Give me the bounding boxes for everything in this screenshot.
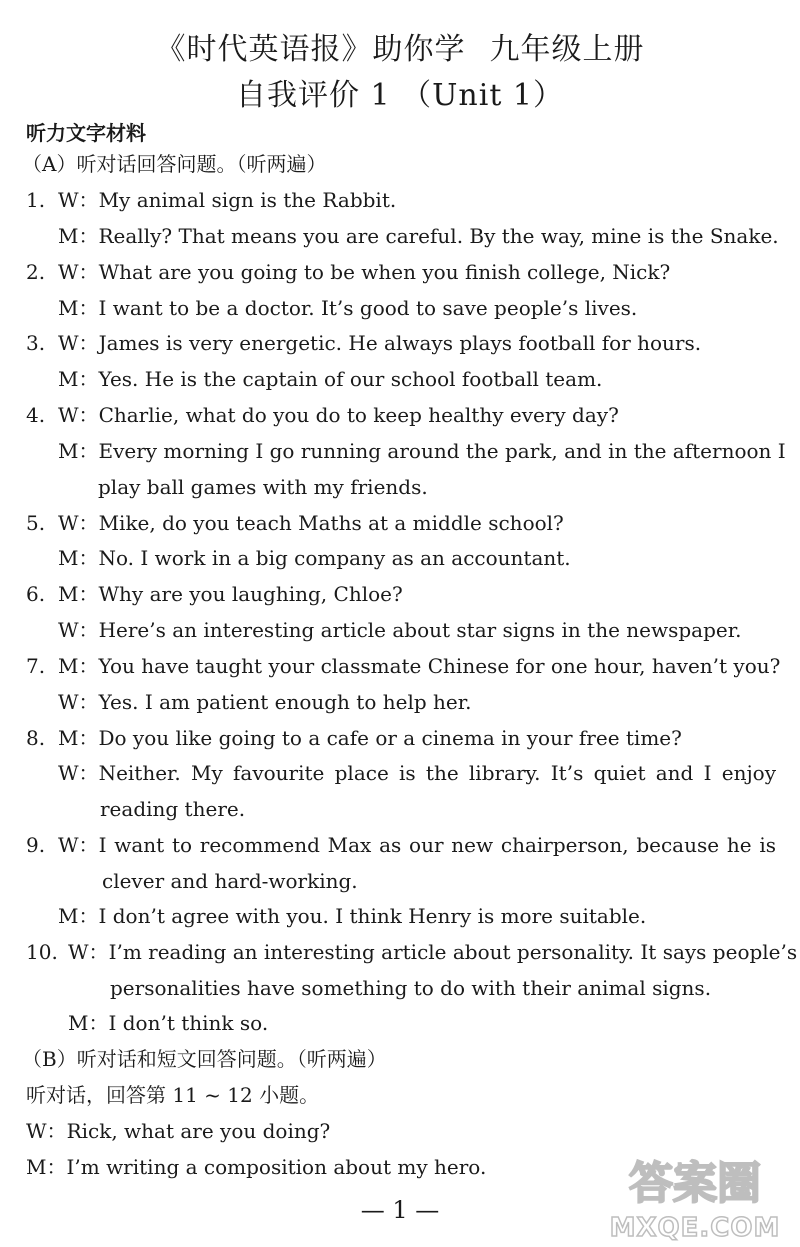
watermark-logo xyxy=(595,1148,795,1244)
dialogue-text: Yes. I am patient enough to help her. xyxy=(98,690,472,714)
item-number: 4. xyxy=(26,403,46,427)
dialogue-text: No. I work in a big company as an accountant. xyxy=(98,546,571,570)
dialogue-text: I’m reading an interesting article about personality. It says people’s xyxy=(108,940,798,964)
speaker-label: M： xyxy=(58,439,99,463)
speaker-label: M： xyxy=(58,726,99,750)
dialogue-text: I don’t think so. xyxy=(108,1011,269,1035)
dialogue-line xyxy=(26,1154,486,1180)
dialogue-line xyxy=(26,939,798,965)
part-b-label: （B）听对话和短文回答问题。（听两遍） xyxy=(22,1047,387,1071)
dialogue-text: James is very energetic. He always plays football for hours. xyxy=(98,331,702,355)
item-number: 6. xyxy=(26,582,46,606)
item-number: 9. xyxy=(26,833,46,857)
dialogue-text: Rick, what are you doing? xyxy=(66,1119,331,1143)
dialogue-line xyxy=(26,653,780,679)
dialogue-text: Mike, do you teach Maths at a middle school? xyxy=(98,511,564,535)
speaker-label: W： xyxy=(58,833,99,857)
speaker-label: W： xyxy=(58,260,99,284)
speaker-label: W： xyxy=(26,1119,67,1143)
section-title: 听力文字材料 xyxy=(26,121,146,145)
page-header xyxy=(0,24,800,68)
dialogue-text: My animal sign is the Rabbit. xyxy=(98,188,397,212)
dialogue-line xyxy=(58,223,779,249)
dialogue-line xyxy=(26,187,396,213)
dialogue-line xyxy=(58,617,741,643)
page-number: — 1 — xyxy=(360,1196,440,1224)
item-number: 8. xyxy=(26,726,46,750)
dialogue-continuation: clever and hard-working. xyxy=(102,869,358,893)
speaker-label: W： xyxy=(68,940,109,964)
dialogue-continuation: play ball games with my friends. xyxy=(98,475,428,499)
watermark-top-text: 答案圈 xyxy=(629,1158,761,1209)
dialogue-line xyxy=(26,402,619,428)
speaker-label: W： xyxy=(58,618,99,642)
watermark-bottom-text: MXQE.COM xyxy=(609,1213,781,1243)
speaker-label: M： xyxy=(58,582,99,606)
dialogue-line xyxy=(26,581,403,607)
speaker-label: W： xyxy=(58,188,99,212)
part-a-label: （A）听对话回答问题。（听两遍） xyxy=(22,152,327,176)
dialogue-text: I want to recommend Max as our new chairperson, because he is xyxy=(98,833,776,857)
dialogue-text: Yes. He is the captain of our school football team. xyxy=(98,367,603,391)
speaker-label: W： xyxy=(58,761,99,785)
dialogue-text: Why are you laughing, Chloe? xyxy=(98,582,403,606)
dialogue-line xyxy=(26,725,682,751)
dialogue-line xyxy=(58,760,776,786)
dialogue-text: I don’t agree with you. I think Henry is more suitable. xyxy=(98,904,647,928)
dialogue-line xyxy=(26,1118,330,1144)
dialogue-line xyxy=(26,510,564,536)
item-number: 5. xyxy=(26,511,46,535)
speaker-label: M： xyxy=(58,367,99,391)
speaker-label: M： xyxy=(68,1011,109,1035)
page-subtitle: 自我评价 1 （Unit 1） xyxy=(235,78,565,113)
dialogue-line xyxy=(58,545,571,571)
dialogue-continuation: personalities have something to do with their animal signs. xyxy=(110,976,712,1000)
dialogue-line xyxy=(58,689,471,715)
dialogue-line xyxy=(58,438,786,464)
dialogue-text: Every morning I go running around the park, and in the afternoon I xyxy=(98,439,786,463)
speaker-label: M： xyxy=(58,654,99,678)
dialogue-line xyxy=(68,1010,268,1036)
dialogue-text: Really? That means you are careful. By the way, mine is the Snake. xyxy=(98,224,779,248)
dialogue-line xyxy=(26,330,701,356)
dialogue-line xyxy=(58,366,602,392)
speaker-label: W： xyxy=(58,403,99,427)
dialogue-text: What are you going to be when you finish college, Nick? xyxy=(98,260,671,284)
item-number: 2. xyxy=(26,260,46,284)
grade-label: 九年级上册 xyxy=(489,32,645,67)
item-number: 10. xyxy=(26,940,58,964)
speaker-label: W： xyxy=(58,511,99,535)
item-number: 3. xyxy=(26,331,46,355)
speaker-label: M： xyxy=(26,1155,67,1179)
dialogue-line xyxy=(26,832,776,858)
speaker-label: M： xyxy=(58,904,99,928)
speaker-label: M： xyxy=(58,546,99,570)
part-b-instruction: 听对话，回答第 11 ~ 12 小题。 xyxy=(26,1083,320,1107)
book-title: 《时代英语报》助你学 xyxy=(155,32,466,67)
item-number: 1. xyxy=(26,188,46,212)
dialogue-text: You have taught your classmate Chinese for one hour, haven’t you? xyxy=(98,654,781,678)
speaker-label: M： xyxy=(58,224,99,248)
speaker-label: W： xyxy=(58,690,99,714)
item-number: 7. xyxy=(26,654,46,678)
dialogue-line xyxy=(58,903,646,929)
dialogue-text: I want to be a doctor. It’s good to save people’s lives. xyxy=(98,296,638,320)
dialogue-text: I’m writing a composition about my hero. xyxy=(66,1155,487,1179)
dialogue-text: Do you like going to a cafe or a cinema in your free time? xyxy=(98,726,682,750)
speaker-label: W： xyxy=(58,331,99,355)
dialogue-line xyxy=(58,295,637,321)
speaker-label: M： xyxy=(58,296,99,320)
dialogue-text: Here’s an interesting article about star signs in the newspaper. xyxy=(98,618,742,642)
dialogue-text: Charlie, what do you do to keep healthy every day? xyxy=(98,403,619,427)
dialogue-continuation: reading there. xyxy=(100,797,246,821)
dialogue-text: Neither. My favourite place is the library. It’s quiet and I enjoy xyxy=(98,761,776,785)
dialogue-line xyxy=(26,259,670,285)
